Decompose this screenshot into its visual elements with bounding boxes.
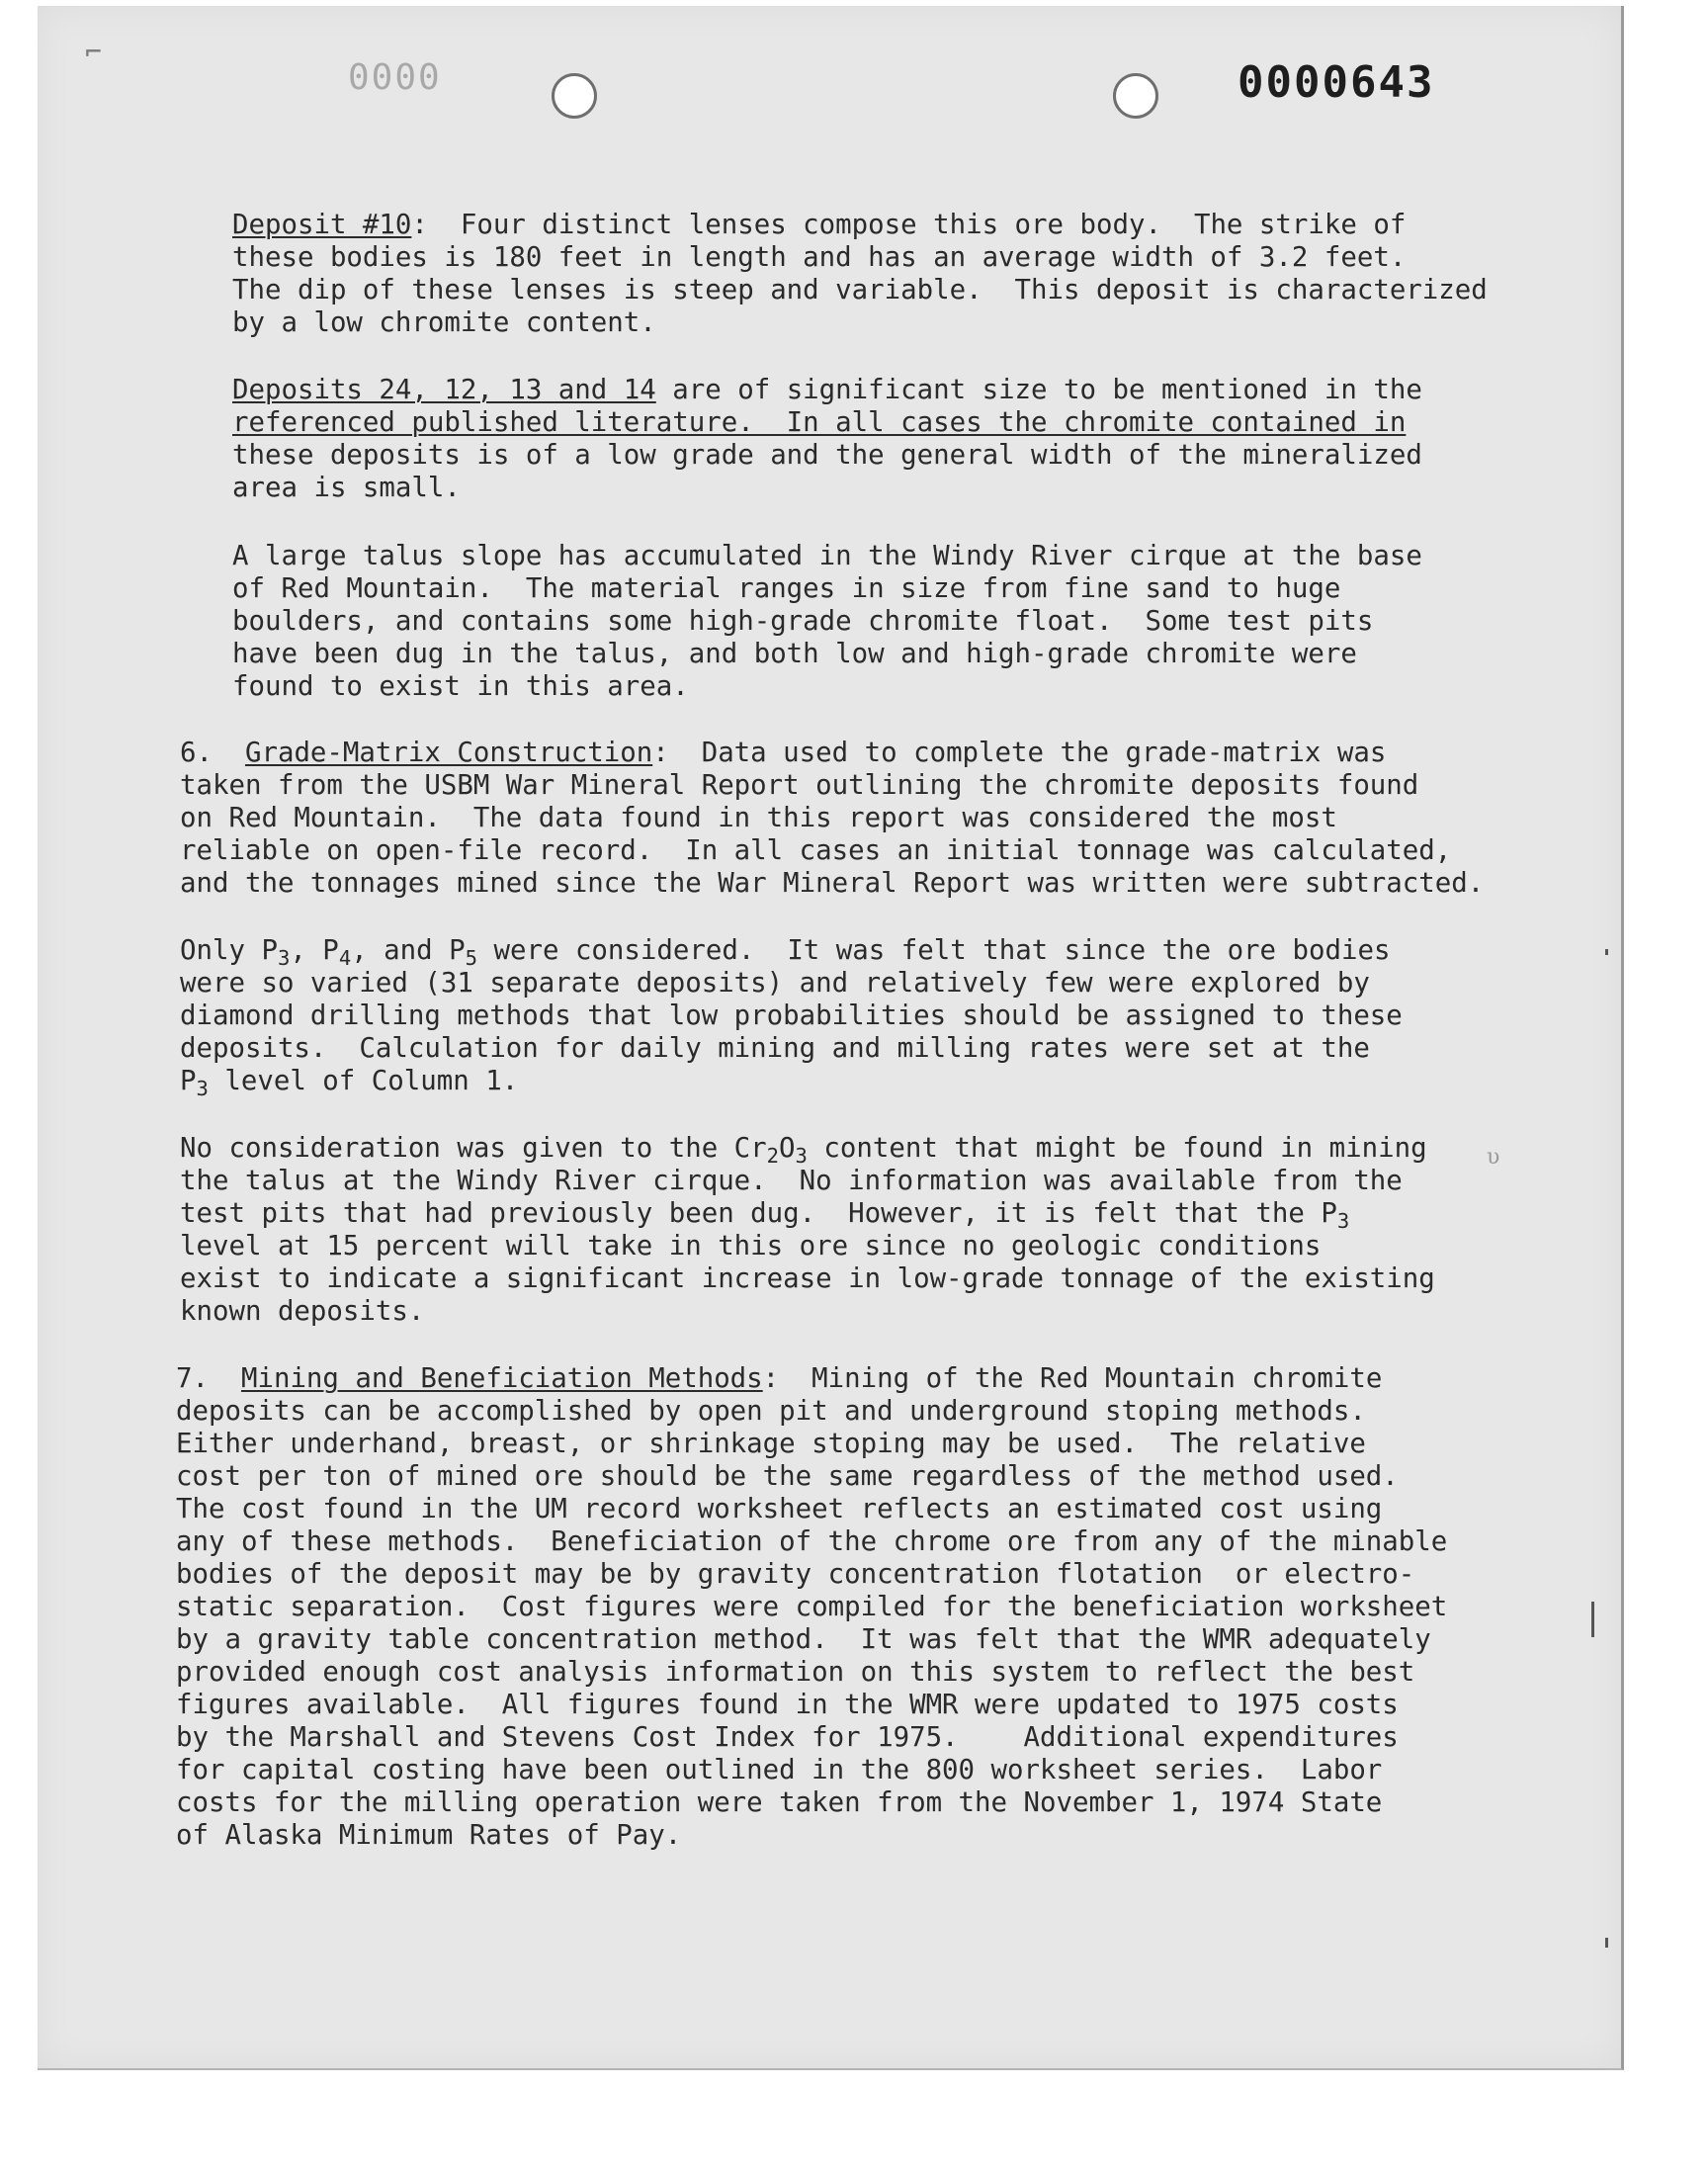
subscript: 3 [795, 1144, 808, 1169]
text-fragment: P [180, 1066, 197, 1096]
text-line: on Red Mountain. The data found in this report was considered the most [180, 803, 1337, 833]
text-line: reliable on open-file record. In all cases an initial tonnage was calculated, [180, 835, 1452, 866]
text-fragment: Only P [180, 935, 278, 966]
scan-edge-mark [1591, 1602, 1594, 1637]
text-line: for capital costing have been outlined in the 800 worksheet series. Labor [176, 1755, 1383, 1785]
text-fragment: , P [290, 935, 339, 966]
text-fragment: No consideration was given to the Cr [180, 1133, 767, 1164]
section-number: 6. [180, 738, 245, 768]
text-line: cost per ton of mined ore should be the same regardless of the method used. [176, 1461, 1399, 1492]
paragraph-cr2o3 [180, 1132, 1435, 1328]
text-line: boulders, and contains some high-grade chromite float. Some test pits [232, 606, 1374, 637]
text-line: the talus at the Windy River cirque. No information was available from the [180, 1166, 1403, 1196]
text-line: figures available. All figures found in the WMR were updated to 1975 costs [176, 1690, 1399, 1720]
subscript: 3 [196, 1077, 209, 1101]
text-line: by a low chromite content. [232, 307, 656, 338]
text-line: have been dug in the talus, and both low and high-grade chromite were [232, 639, 1357, 669]
text-line: level at 15 percent will take in this ore since no geologic conditions [180, 1231, 1322, 1262]
punch-hole-right [1113, 73, 1158, 119]
faint-document-number: 0000 [348, 57, 442, 98]
scan-edge-mark [1605, 1938, 1608, 1948]
subscript: 5 [465, 946, 477, 971]
text-line: diamond drilling methods that low probabilities should be assigned to these [180, 1000, 1403, 1031]
scan-edge-mark [1605, 949, 1608, 955]
text-line: : Mining of the Red Mountain chromite [762, 1363, 1383, 1394]
text-line: deposits can be accomplished by open pit and underground stoping methods. [176, 1396, 1366, 1427]
text-line: taken from the USBM War Mineral Report outlining the chromite deposits found [180, 770, 1419, 801]
punch-hole-left [552, 73, 597, 119]
paragraph-deposits-24-12-13-14 [232, 374, 1422, 504]
text-line: area is small. [232, 473, 461, 503]
deposits-heading: Deposits 24, 12, 13 and 14 [232, 375, 656, 405]
corner-staple-mark: ⌐ [85, 36, 102, 68]
text-line: these deposits is of a low grade and the general width of the mineralized [232, 440, 1422, 471]
document-number: 0000643 [1238, 57, 1435, 108]
text-line: known deposits. [180, 1296, 425, 1327]
text-line: these bodies is 180 feet in length and has an average width of 3.2 feet. [232, 242, 1407, 273]
subscript: 3 [277, 946, 291, 971]
text-line: are of significant size to be mentioned in the [655, 375, 1422, 405]
text-line: : Four distinct lenses compose this ore body. The strike of [411, 210, 1407, 240]
paragraph-p3-p4-p5 [180, 934, 1403, 1101]
text-line: found to exist in this area. [232, 671, 689, 702]
text-line: by a gravity table concentration method. It was felt that the WMR adequately [176, 1624, 1431, 1655]
text-line: and the tonnages mined since the War Mineral Report was written were subtracted. [180, 868, 1485, 899]
section-7-mining-beneficiation [176, 1362, 1447, 1852]
text-line: were so varied (31 separate deposits) and relatively few were explored by [180, 968, 1370, 999]
paragraph-talus-slope [232, 540, 1422, 703]
section-heading: Grade-Matrix Construction [244, 738, 653, 768]
section-heading: Mining and Beneficiation Methods [240, 1363, 763, 1394]
text-line: The dip of these lenses is steep and variable. This deposit is characterized [232, 275, 1488, 305]
section-6-grade-matrix [180, 737, 1484, 900]
text-line: exist to indicate a significant increase in low-grade tonnage of the existing [180, 1263, 1435, 1294]
text-line: Either underhand, breast, or shrinkage stoping may be used. The relative [176, 1429, 1366, 1459]
text-line: of Red Mountain. The material ranges in size from fine sand to huge [232, 573, 1341, 604]
text-line: costs for the milling operation were taken from the November 1, 1974 State [176, 1787, 1383, 1818]
text-line: deposits. Calculation for daily mining and milling rates were set at the [180, 1033, 1370, 1064]
text-fragment: level of Column 1. [208, 1066, 519, 1096]
section-number: 7. [176, 1363, 241, 1394]
text-line: The cost found in the UM record worksheet reflects an estimated cost using [176, 1494, 1383, 1524]
text-fragment: O [779, 1133, 796, 1164]
deposit-10-heading: Deposit #10 [232, 210, 412, 240]
text-fragment: test pits that had previously been dug. However, it is felt that the P [180, 1198, 1337, 1229]
text-line: A large talus slope has accumulated in the Windy River cirque at the base [232, 541, 1422, 571]
margin-handwritten-mark: υ [1487, 1145, 1500, 1170]
subscript: 4 [338, 946, 352, 971]
subscript: 3 [1336, 1209, 1350, 1234]
text-fragment: were considered. It was felt that since the ore bodies [477, 935, 1391, 966]
text-line: bodies of the deposit may be by gravity concentration flotation or electro- [176, 1559, 1415, 1590]
text-line: static separation. Cost figures were compiled for the beneficiation worksheet [176, 1592, 1448, 1622]
text-line: provided enough cost analysis information on this system to reflect the best [176, 1657, 1415, 1688]
subscript: 2 [766, 1144, 780, 1169]
text-line: of Alaska Minimum Rates of Pay. [176, 1820, 682, 1851]
text-line: by the Marshall and Stevens Cost Index for 1975. Additional expenditures [176, 1722, 1399, 1753]
text-line: : Data used to complete the grade-matrix was [652, 738, 1387, 768]
text-fragment: content that might be found in mining [807, 1133, 1427, 1164]
text-fragment: , and P [351, 935, 466, 966]
paragraph-deposit-10 [232, 209, 1488, 339]
text-line: any of these methods. Beneficiation of the chrome ore from any of the minable [176, 1526, 1448, 1557]
text-line: referenced published literature. In all cases the chromite contained in [232, 407, 1407, 438]
